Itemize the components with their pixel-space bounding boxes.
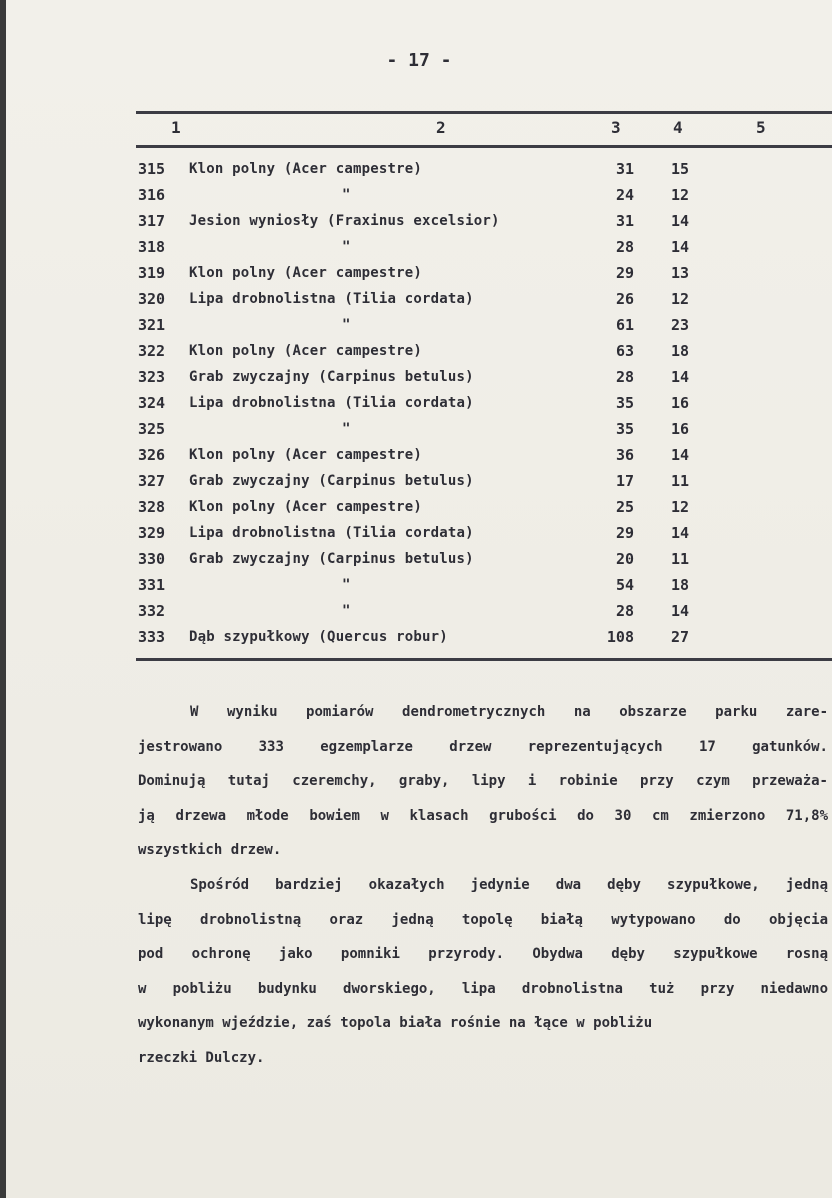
- tree-species: ": [342, 603, 351, 619]
- text-line: wykonanym wjeździe, zaś topola biała rośnie na łące w pobliżu: [138, 1015, 653, 1032]
- height-value: 15: [670, 160, 689, 178]
- circumference-value: 36: [615, 446, 634, 464]
- height-value: 14: [670, 524, 689, 542]
- height-value: 11: [670, 550, 689, 568]
- table-row: [6, 524, 832, 550]
- circumference-value: 31: [615, 212, 634, 230]
- tree-species: Jesion wyniosły (Fraxinus excelsior): [189, 213, 500, 229]
- table-row: [6, 550, 832, 576]
- tree-number: 329: [138, 524, 166, 542]
- tree-species: ": [342, 421, 351, 437]
- tree-number: 328: [138, 498, 166, 516]
- table-row: [6, 394, 832, 420]
- table-row: [6, 264, 832, 290]
- height-value: 11: [670, 472, 689, 490]
- circumference-value: 29: [615, 264, 634, 282]
- tree-number: 321: [138, 316, 166, 334]
- height-value: 27: [670, 628, 689, 646]
- text-line: rzeczki Dulczy.: [138, 1049, 265, 1066]
- height-value: 18: [670, 576, 689, 594]
- table-row: [6, 290, 832, 316]
- text-line: jestrowano 333 egzemplarze drzew reprezentujących 17 gatunków.: [138, 738, 828, 755]
- circumference-value: 28: [615, 238, 634, 256]
- tree-number: 323: [138, 368, 166, 386]
- circumference-value: 54: [615, 576, 634, 594]
- tree-species: Grab zwyczajny (Carpinus betulus): [189, 473, 474, 489]
- tree-number: 318: [138, 238, 166, 256]
- table-row: [6, 446, 832, 472]
- circumference-value: 24: [615, 186, 634, 204]
- text-line: lipę drobnolistną oraz jedną topolę białą wytypowano do objęcia: [138, 911, 828, 928]
- height-value: 12: [670, 498, 689, 516]
- circumference-value: 31: [615, 160, 634, 178]
- tree-species: Klon polny (Acer campestre): [189, 161, 422, 177]
- circumference-value: 63: [615, 342, 634, 360]
- body-text: [138, 695, 828, 1076]
- table-body: [6, 160, 832, 654]
- tree-species: Dąb szypułkowy (Quercus robur): [189, 629, 448, 645]
- table-row: [6, 472, 832, 498]
- tree-number: 322: [138, 342, 166, 360]
- table-top-rule: [136, 111, 832, 114]
- page-number: - 17 -: [386, 50, 452, 71]
- tree-species: ": [342, 239, 351, 255]
- table-row: [6, 186, 832, 212]
- tree-number: 320: [138, 290, 166, 308]
- table-row: [6, 498, 832, 524]
- text-line: ją drzewa młode bowiem w klasach grubości do 30 cm zmierzono 71,8%: [138, 807, 828, 824]
- text-line: Spośród bardziej okazałych jedynie dwa dęby szypułkowe, jedną: [190, 876, 828, 893]
- paragraph-1: [138, 695, 828, 868]
- tree-species: ": [342, 577, 351, 593]
- circumference-value: 29: [615, 524, 634, 542]
- circumference-value: 28: [615, 602, 634, 620]
- tree-number: 316: [138, 186, 166, 204]
- table-row: [6, 212, 832, 238]
- table-header-row: [6, 118, 832, 142]
- height-value: 16: [670, 420, 689, 438]
- table-bottom-rule: [136, 658, 832, 661]
- tree-species: Klon polny (Acer campestre): [189, 499, 422, 515]
- tree-species: Klon polny (Acer campestre): [189, 265, 422, 281]
- tree-number: 324: [138, 394, 166, 412]
- tree-number: 317: [138, 212, 166, 230]
- circumference-value: 61: [615, 316, 634, 334]
- tree-number: 332: [138, 602, 166, 620]
- text-line: W wyniku pomiarów dendrometrycznych na obszarze parku zare-: [190, 704, 828, 720]
- circumference-value: 26: [615, 290, 634, 308]
- table-row: [6, 238, 832, 264]
- tree-number: 326: [138, 446, 166, 464]
- tree-number: 325: [138, 420, 166, 438]
- circumference-value: 35: [615, 394, 634, 412]
- text-line: wszystkich drzew.: [138, 842, 282, 859]
- table-row: [6, 420, 832, 446]
- tree-species: Lipa drobnolistna (Tilia cordata): [189, 525, 474, 541]
- tree-species: Grab zwyczajny (Carpinus betulus): [189, 369, 474, 385]
- table-row: [6, 160, 832, 186]
- tree-number: 315: [138, 160, 166, 178]
- table-row: [6, 576, 832, 602]
- tree-number: 331: [138, 576, 166, 594]
- tree-number: 333: [138, 628, 166, 646]
- table-row: [6, 316, 832, 342]
- tree-number: 319: [138, 264, 166, 282]
- paragraph-2: [138, 868, 828, 1076]
- table-row: [6, 602, 832, 628]
- column-header-4: 4: [673, 118, 683, 137]
- table-row: [6, 342, 832, 368]
- circumference-value: 17: [615, 472, 634, 490]
- height-value: 14: [670, 238, 689, 256]
- table-header-rule: [136, 145, 832, 148]
- height-value: 14: [670, 446, 689, 464]
- tree-species: Lipa drobnolistna (Tilia cordata): [189, 395, 474, 411]
- height-value: 12: [670, 290, 689, 308]
- tree-species: ": [342, 317, 351, 333]
- height-value: 14: [670, 602, 689, 620]
- column-header-1: 1: [171, 118, 181, 137]
- table-row: [6, 368, 832, 394]
- circumference-value: 20: [615, 550, 634, 568]
- height-value: 14: [670, 212, 689, 230]
- tree-species: Klon polny (Acer campestre): [189, 343, 422, 359]
- text-line: w pobliżu budynku dworskiego, lipa drobnolistna tuż przy niedawno: [138, 980, 828, 997]
- height-value: 16: [670, 394, 689, 412]
- height-value: 23: [670, 316, 689, 334]
- circumference-value: 35: [615, 420, 634, 438]
- height-value: 18: [670, 342, 689, 360]
- height-value: 13: [670, 264, 689, 282]
- tree-species: Klon polny (Acer campestre): [189, 447, 422, 463]
- tree-number: 327: [138, 472, 166, 490]
- text-line: Dominują tutaj czeremchy, graby, lipy i robinie przy czym przeważa-: [138, 773, 828, 790]
- circumference-value: 108: [606, 628, 634, 646]
- tree-number: 330: [138, 550, 166, 568]
- tree-species: ": [342, 187, 351, 203]
- column-header-2: 2: [436, 118, 446, 137]
- table-row: [6, 628, 832, 654]
- circumference-value: 25: [615, 498, 634, 516]
- column-header-3: 3: [611, 118, 621, 137]
- tree-species: Lipa drobnolistna (Tilia cordata): [189, 291, 474, 307]
- column-header-5: 5: [756, 118, 766, 137]
- circumference-value: 28: [615, 368, 634, 386]
- text-line: pod ochronę jako pomniki przyrody. Obydwa dęby szypułkowe rosną: [138, 946, 828, 963]
- height-value: 14: [670, 368, 689, 386]
- tree-species: Grab zwyczajny (Carpinus betulus): [189, 551, 474, 567]
- height-value: 12: [670, 186, 689, 204]
